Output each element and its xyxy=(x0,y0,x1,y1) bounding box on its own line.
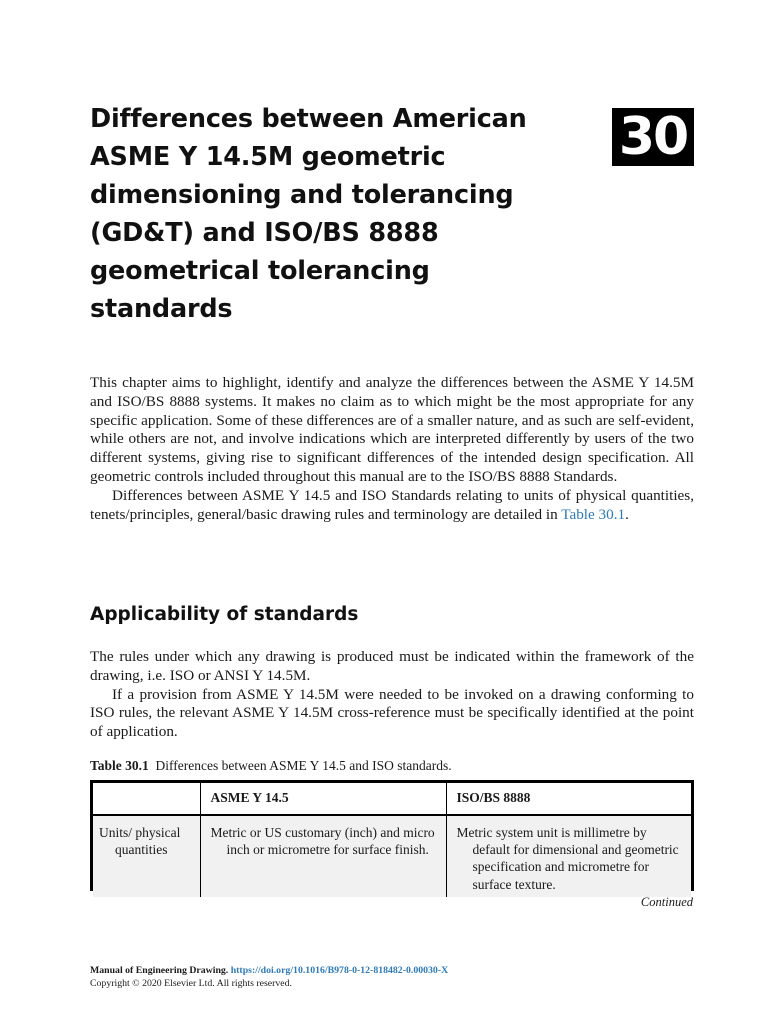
doi-link[interactable]: https://doi.org/10.1016/B978-0-12-818482-0.00030-X xyxy=(230,965,449,976)
intro-section xyxy=(90,374,694,524)
intro-paragraph-text: Differences between ASME Y 14.5 and ISO Standards relating to units of physical quantities, tenets/principles, general/basic drawing rules and terminology are detailed in xyxy=(90,486,694,523)
comparison-table xyxy=(90,780,694,891)
table-cell xyxy=(93,815,200,897)
table-caption-label: Table 30.1 xyxy=(90,758,149,773)
chapter-number-badge: 30 xyxy=(612,108,694,166)
table-caption-text: Differences between ASME Y 14.5 and ISO standards. xyxy=(155,758,452,773)
table-cell-text: Metric or US customary (inch) and micro inch or micrometre for surface finish. xyxy=(210,825,435,858)
table-cell-text: Units/ physical quantities xyxy=(99,825,181,858)
footer-citation xyxy=(90,964,448,977)
section-paragraph: The rules under which any drawing is produced must be indicated within the framework of the drawing, i.e. ISO or ANSI Y 14.5M. xyxy=(90,648,694,684)
intro-paragraph-2 xyxy=(90,487,694,525)
page-footer xyxy=(90,964,448,990)
chapter-title-line: dimensioning and tolerancing xyxy=(90,180,514,210)
chapter-title-line: (GD&T) and ISO/BS 8888 xyxy=(90,218,439,248)
chapter-title-line: geometrical tolerancing xyxy=(90,256,430,286)
table-header-cell xyxy=(93,783,200,815)
section-paragraph: If a provision from ASME Y 14.5M were needed to be invoked on a drawing conforming to ISO rules, the relevant ASME Y 14.5M cross-reference must be specifically identified at the point of application. xyxy=(90,685,694,741)
table-caption xyxy=(90,758,452,774)
continued-note: Continued xyxy=(640,895,693,909)
table-30-1-link[interactable]: Table 30.1 xyxy=(561,505,626,523)
chapter-title-line: ASME Y 14.5M geometric xyxy=(90,142,446,172)
table-row xyxy=(93,815,691,897)
table-cell xyxy=(200,815,446,897)
chapter-title-line: Differences between American xyxy=(90,104,527,134)
table-header-row xyxy=(93,783,691,815)
book-title: Manual of Engineering Drawing. xyxy=(90,965,229,976)
intro-paragraph: This chapter aims to highlight, identify and analyze the differences between the ASME Y 14.5M and ISO/BS 8888 systems. It makes no claim as to which might be the most appropriate for any specific application. Some of these differences are of a smaller nature, and as such are self-evident, while others are not, and involve indications which are interpreted differently by users of the two different systems, giving rise to significant differences of the intended design specification. All geometric controls included throughout this manual are to the ISO/BS 8888 Standards. xyxy=(90,374,694,485)
table-header-cell: ISO/BS 8888 xyxy=(446,783,691,815)
table-cell xyxy=(446,815,691,897)
chapter-title-line: standards xyxy=(90,294,233,324)
table-header-cell: ASME Y 14.5 xyxy=(200,783,446,815)
section-heading: Applicability of standards xyxy=(90,604,359,625)
chapter-title xyxy=(90,100,590,328)
table-cell-text: Metric system unit is millimetre by default for dimensional and geometric specification and micrometre for surface texture. xyxy=(456,825,679,892)
copyright-text: Copyright © 2020 Elsevier Ltd. All rights reserved. xyxy=(90,978,292,989)
applicability-section xyxy=(90,648,694,742)
intro-paragraph-end: . xyxy=(625,505,629,523)
